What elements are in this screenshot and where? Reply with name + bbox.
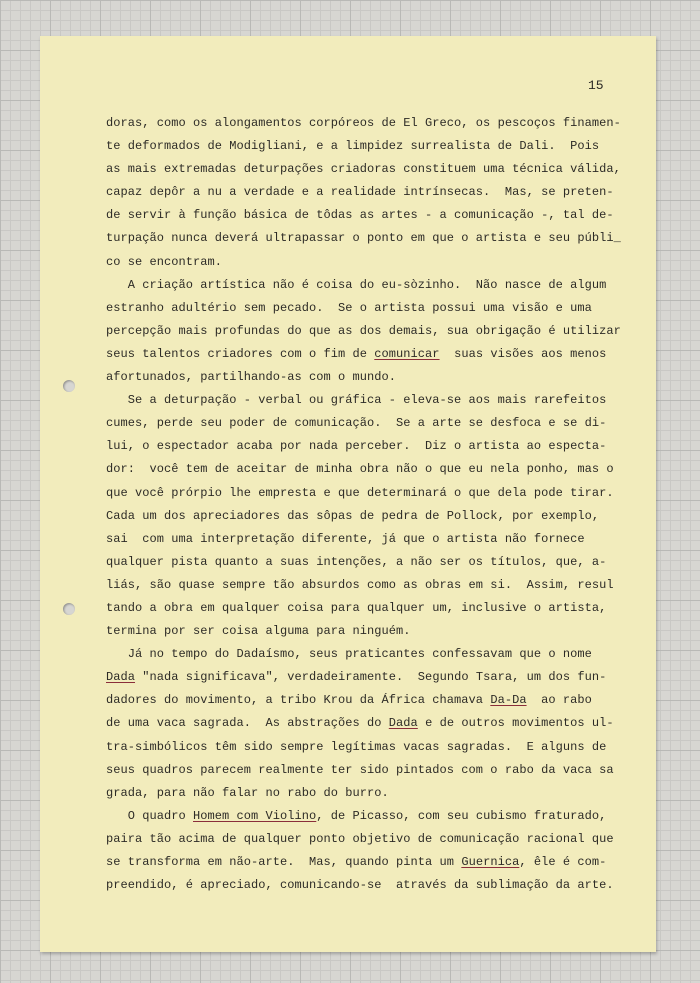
text-line: que você prórpio lhe empresta e que determinará o que dela pode tirar. [106, 485, 614, 500]
page-number: 15 [588, 78, 604, 93]
text-line: qualquer pista quanto a suas intenções, a não ser os títulos, que, a- [106, 554, 607, 569]
text-line: turpação nunca deverá ultrapassar o ponto em que o artista e seu públi_ [106, 231, 621, 246]
page-body-text [106, 112, 621, 897]
text-line: de uma vaca sagrada. As abstrações do Dada e de outros movimentos ul- [106, 716, 614, 731]
text-line: afortunados, partilhando-as com o mundo. [106, 370, 397, 385]
underlined-phrase: Dada [388, 716, 418, 731]
text-line: te deformados de Modigliani, e a limpidez surrealista de Dali. Pois [106, 139, 600, 154]
text-line: dadores do movimento, a tribo Krou da África chamava Da-Da ao rabo [106, 693, 592, 708]
text-line: Cada um dos apreciadores das sôpas de pedra de Pollock, por exemplo, [106, 508, 600, 523]
text-line: Se a deturpação - verbal ou gráfica - eleva-se aos mais rarefeitos [106, 393, 607, 408]
text-line: co se encontram. [106, 254, 223, 269]
text-line: O quadro Homem com Violino, de Picasso, com seu cubismo fraturado, [106, 808, 607, 823]
text-line: percepção mais profundas do que as dos demais, sua obrigação é utilizar [106, 323, 621, 338]
text-line: dor: você tem de aceitar de minha obra não o que eu nela ponho, mas o [106, 462, 614, 477]
text-line: capaz depôr a nu a verdade e a realidade intrínsecas. Mas, se preten- [106, 185, 614, 200]
text-line: grada, para não falar no rabo do burro. [106, 785, 389, 800]
text-line: preendido, é apreciado, comunicando-se através da sublimação da arte. [106, 878, 614, 893]
typewritten-page [40, 36, 656, 952]
punch-hole [63, 380, 75, 392]
text-line: termina por ser coisa alguma para ninguém. [106, 624, 411, 639]
text-line: paira tão acima de qualquer ponto objetivo de comunicação racional que [106, 831, 614, 846]
text-line: se transforma em não-arte. Mas, quando pinta um Guernica, êle é com- [106, 855, 607, 869]
underlined-phrase: Dada [106, 670, 136, 685]
text-line: seus quadros parecem realmente ter sido pintados com o rabo da vaca sa [106, 762, 614, 777]
text-line: lui, o espectador acaba por nada perceber. Diz o artista ao especta- [106, 439, 607, 454]
punch-hole [63, 603, 75, 615]
text-line: de servir à função básica de tôdas as artes - a comunicação -, tal de- [106, 208, 614, 223]
underlined-phrase: comunicar [374, 346, 440, 361]
text-line: tando a obra em qualquer coisa para qualquer um, inclusive o artista, [106, 600, 607, 615]
text-line: Dada "nada significava", verdadeiramente. Segundo Tsara, um dos fun- [106, 670, 607, 685]
text-line: tra-simbólicos têm sido sempre legítimas vacas sagradas. E alguns de [106, 739, 607, 754]
underlined-phrase: Da-Da [490, 693, 527, 708]
text-line: cumes, perde seu poder de comunicação. Se a arte se desfoca e se di- [106, 416, 607, 431]
text-line: doras, como os alongamentos corpóreos de El Greco, os pescoços finamen- [106, 116, 621, 130]
text-line: A criação artística não é coisa do eu-sòzinho. Não nasce de algum [106, 277, 607, 292]
text-line: seus talentos criadores com o fim de comunicar suas visões aos menos [106, 346, 607, 361]
text-line: Já no tempo do Dadaísmo, seus praticantes confessavam que o nome [106, 647, 592, 662]
underlined-phrase: Guernica [461, 855, 520, 869]
text-line: liás, são quase sempre tão absurdos como as obras em si. Assim, resul [106, 577, 614, 592]
text-line: sai com uma interpretação diferente, já que o artista não fornece [106, 531, 585, 546]
underlined-phrase: Homem com Violino [193, 808, 317, 823]
text-line: estranho adultério sem pecado. Se o artista possui uma visão e uma [106, 300, 592, 315]
text-line: as mais extremadas deturpações criadoras constituem uma técnica válida, [106, 162, 621, 177]
